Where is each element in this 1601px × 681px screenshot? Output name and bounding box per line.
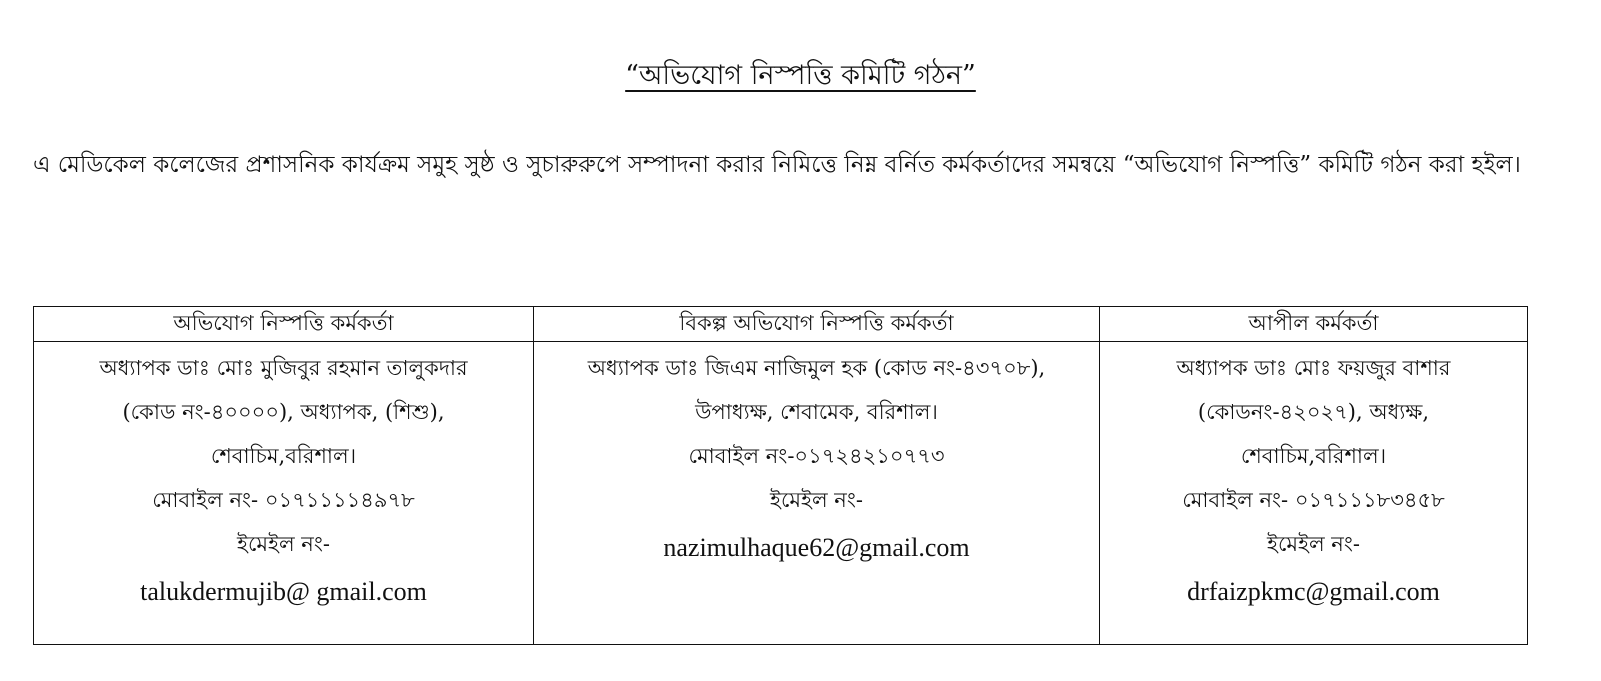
- alternate-complaint-officer-cell: [534, 342, 1100, 645]
- table-row: [34, 342, 1528, 645]
- table-header-row: [34, 307, 1528, 342]
- header-complaint-officer: অভিযোগ নিস্পত্তি কর্মকর্তা: [34, 307, 534, 342]
- officer-name-line: অধ্যাপক ডাঃ মোঃ ফয়জুর বাশার: [1176, 356, 1451, 380]
- officer-institution-line: শেবাচিম,বরিশাল।: [1240, 444, 1387, 468]
- officer-email-address[interactable]: talukdermujib@ gmail.com: [140, 577, 427, 606]
- header-appeal-officer: আপীল কর্মকর্তা: [1100, 307, 1528, 342]
- officer-email-label: ইমেইল নং-: [770, 488, 863, 512]
- header-alternate-complaint-officer: বিকল্প অভিযোগ নিস্পত্তি কর্মকর্তা: [534, 307, 1100, 342]
- officer-email-label: ইমেইল নং-: [237, 532, 330, 556]
- officer-mobile-line: মোবাইল নং-০১৭২৪২১০৭৭৩: [688, 444, 945, 468]
- officer-institution-line: শেবাচিম,বরিশাল।: [210, 444, 357, 468]
- committee-table: [33, 306, 1528, 645]
- officer-mobile-line: মোবাইল নং- ০১৭১১১১৪৯৭৮: [152, 488, 415, 512]
- page-title-text: “অভিযোগ নিস্পত্তি কমিটি গঠন”: [625, 60, 976, 91]
- officer-email-address[interactable]: drfaizpkmc@gmail.com: [1187, 577, 1440, 606]
- officer-name-line: অধ্যাপক ডাঃ মোঃ মুজিবুর রহমান তালুকদার: [99, 356, 468, 380]
- page-title: [0, 58, 1601, 94]
- officer-name-line: অধ্যাপক ডাঃ জিএম নাজিমুল হক (কোড নং-৪৩৭০৮),: [587, 356, 1046, 380]
- officer-code-line: (কোড নং-৪০০০০), অধ্যাপক, (শিশু),: [122, 400, 445, 424]
- officer-email-label: ইমেইল নং-: [1267, 532, 1360, 556]
- complaint-officer-cell: [34, 342, 534, 645]
- officer-code-line: (কোডনং-৪২০২৭), অধ্যক্ষ,: [1197, 400, 1430, 424]
- officer-email-address[interactable]: nazimulhaque62@gmail.com: [663, 533, 970, 562]
- intro-paragraph: এ মেডিকেল কলেজের প্রশাসনিক কার্যক্রম সমুহ সুষ্ঠ ও সুচারুরুপে সম্পাদনা করার নিমিত্তে নিম্ন বর্নিত কর্মকর্তাদের সমন্বয়ে “অভিযোগ নিস্পত্তি” কমিটি গঠন করা হইল।: [33, 152, 1521, 178]
- officer-institution-line: উপাধ্যক্ষ, শেবামেক, বরিশাল।: [695, 400, 938, 424]
- appeal-officer-cell: [1100, 342, 1528, 645]
- officer-mobile-line: মোবাইল নং- ০১৭১১১৮৩৪৫৮: [1182, 488, 1445, 512]
